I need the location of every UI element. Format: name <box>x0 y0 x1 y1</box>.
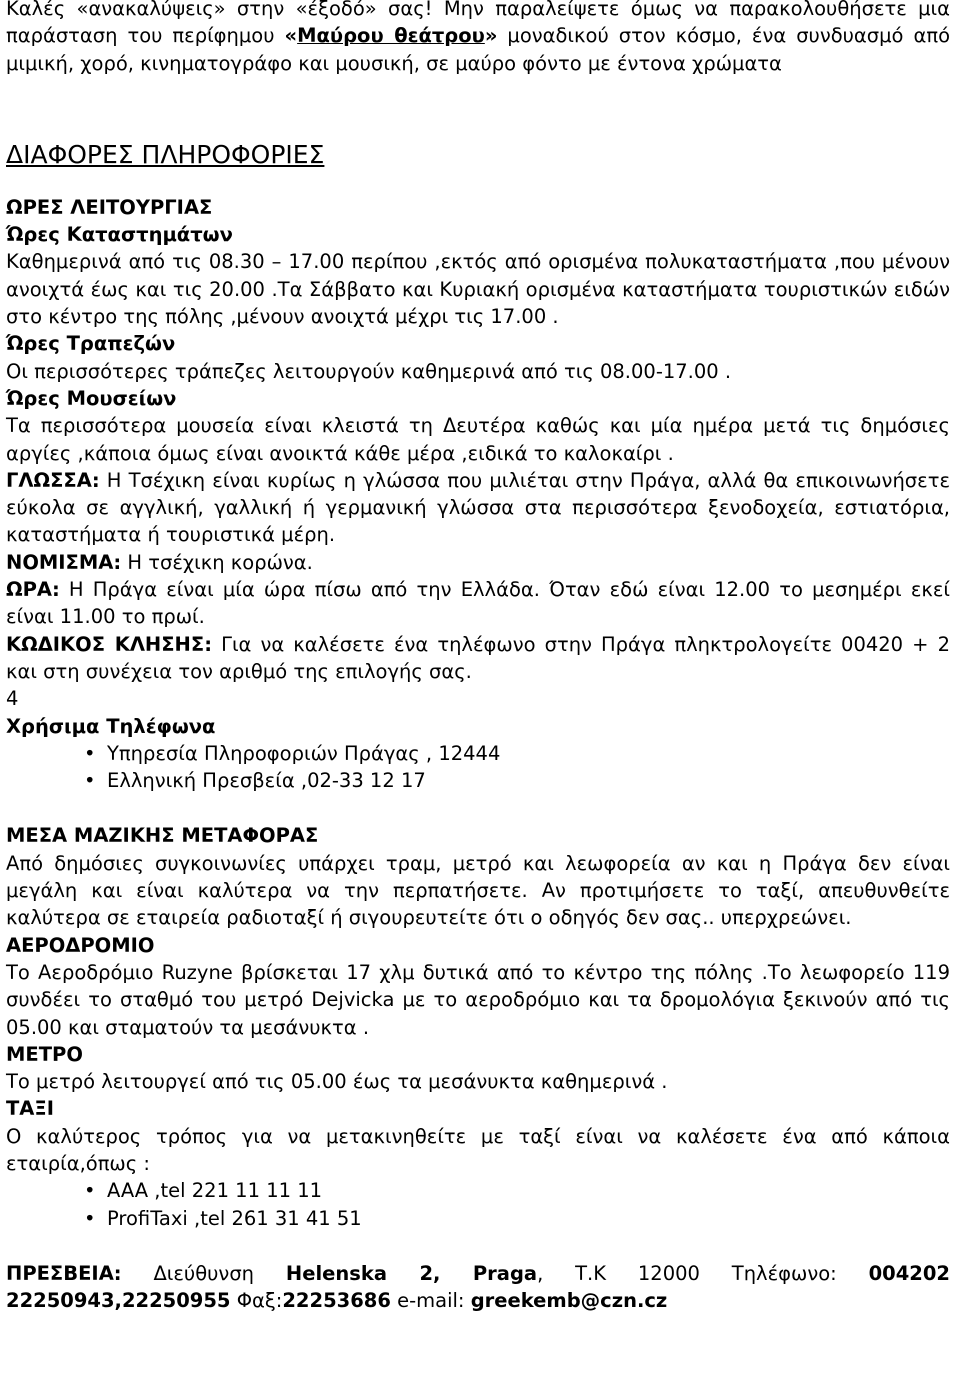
phones-list <box>6 740 950 795</box>
bullet-icon: • <box>84 1179 96 1203</box>
embassy-phone-1: 004202 <box>868 1261 951 1285</box>
museum-hours-text: Τα περισσότερα μουσεία είναι κλειστά τη Δευτέρα καθώς και μία ημέρα μετά τις δημόσιες αργίες ,κάποια όμως είναι ανοικτά κάθε μέρα ,ειδικά το καλοκαίρι . <box>6 414 950 465</box>
intro-text-end: μοναδικού στον κόσμο, ένα συνδυασμό από μιμική, χορό, κινηματογράφο και μουσική, σε μαύρο φόντο με έντονα χρώματα <box>6 24 950 75</box>
shops-hours-text: Καθημερινά από τις 08.30 – 17.00 περίπου ,εκτός από ορισμένα πολυκαταστήματα ,που μένουν ανοιχτά έως και τις 20.00 .Τα Σάββατο και Κυριακή ορισμένα καταστήματα τουριστικών ειδών στο κέντρο της πόλης ,μένουν ανοιχτά μέχρι τις 17.00 . <box>6 250 950 329</box>
embassy-label: ΠΡΕΣΒΕΙΑ: <box>6 1261 122 1285</box>
time-label: ΩΡΑ: <box>6 578 60 602</box>
black-theatre-link: Μαύρου θεάτρου <box>297 24 485 48</box>
transport-heading: ΜΕΣΑ ΜΑΖΙΚΗΣ ΜΕΤΑΦΟΡΑΣ <box>6 824 319 848</box>
metro-heading: ΜΕΤΡΟ <box>6 1042 83 1066</box>
transport-text: Από δημόσιες συγκοινωνίες υπάρχει τραμ, μετρό και λεωφορεία αν και η Πράγα δεν είναι μεγάλη και είναι καλύτερα να την περπατήσετε. Αν προτιμήσετε το ταξί, απευθυνθείτε καλύτερα σε εταιρεία ραδιοταξί ή σιγουρευτείτε ότι ο οδηγός δεν σας.. υπερχρεώνει. <box>6 851 950 930</box>
language-label: ΓΛΩΣΣΑ: <box>6 468 100 492</box>
bank-hours-heading: Ώρες Τραπεζών <box>6 332 176 356</box>
bullet-icon: • <box>84 1206 96 1230</box>
quote-open: « <box>284 24 298 48</box>
bullet-icon: • <box>84 769 96 793</box>
currency-text: Η τσέχικη κορώνα. <box>121 550 313 574</box>
embassy-fax: 22253686 <box>282 1289 391 1313</box>
embassy-phone-2: 22250943,22250955 <box>6 1289 231 1313</box>
metro-text: Το μετρό λειτουργεί από τις 05.00 έως τα μεσάνυκτα καθημερινά . <box>6 1070 668 1094</box>
quote-close: » <box>484 24 498 48</box>
taxi-item-text: ProfiTaxi ,tel 261 31 41 51 <box>107 1206 362 1230</box>
embassy-email-label: e-mail: <box>390 1289 471 1313</box>
taxi-list <box>6 1177 950 1232</box>
dial-code-paragraph <box>6 631 950 686</box>
intro-paragraph <box>6 0 950 77</box>
bullet-icon: • <box>84 741 96 765</box>
embassy-address-prefix: Διεύθυνση <box>121 1261 286 1285</box>
list-item <box>84 740 950 767</box>
embassy-street: Helenska 2, Praga <box>285 1261 538 1285</box>
language-paragraph <box>6 467 950 549</box>
taxi-heading: ΤΑΞΙ <box>6 1097 54 1121</box>
language-text: Η Τσέχικη είναι κυρίως η γλώσσα που μιλιέται στην Πράγα, αλλά θα επικοινωνήσετε εύκολα σε αγγλική, γαλλική ή γερμανική γλώσσα στα περισσότερα ξενοδοχεία, εστιατόρια, καταστήματα ή τουριστικά μέρη. <box>6 468 950 547</box>
hours-heading: ΩΡΕΣ ΛΕΙΤΟΥΡΓΙΑΣ <box>6 195 213 219</box>
embassy-postal: , Τ.Κ 12000 Τηλέφωνο: <box>537 1261 869 1285</box>
list-item <box>84 767 950 794</box>
airport-heading: ΑΕΡΟΔΡΟΜΙΟ <box>6 933 155 957</box>
dial-code-text: Για να καλέσετε ένα τηλέφωνο στην Πράγα πληκτρολογείτε 00420 + 2 και στη συνέχεια τον αριθμό της επιλογής σας. <box>6 632 950 683</box>
time-paragraph <box>6 576 950 631</box>
embassy-fax-label: Φαξ: <box>230 1289 283 1313</box>
list-item <box>84 1177 950 1204</box>
currency-paragraph <box>6 549 950 576</box>
list-item <box>84 1205 950 1232</box>
embassy-paragraph <box>6 1260 950 1315</box>
phone-item-text: Υπηρεσία Πληροφοριών Πράγας , 12444 <box>107 741 501 765</box>
museum-hours-heading: Ώρες Μουσείων <box>6 386 177 410</box>
shops-hours-heading: Ώρες Καταστημάτων <box>6 223 233 247</box>
document-page <box>6 0 950 1314</box>
phone-item-text: Ελληνική Πρεσβεία ,02-33 12 17 <box>107 769 426 793</box>
dial-code-label: ΚΩΔΙΚΟΣ ΚΛΗΣΗΣ: <box>6 632 212 656</box>
phones-heading: Χρήσιμα Τηλέφωνα <box>6 714 216 738</box>
info-heading: ΔΙΑΦΟΡΕΣ ΠΛΗΡΟΦΟΡΙΕΣ <box>6 139 325 169</box>
time-text: Η Πράγα είναι μία ώρα πίσω από την Ελλάδα. Όταν εδώ είναι 12.00 το μεσημέρι εκεί είναι 11.00 το πρωί. <box>6 578 950 629</box>
currency-label: ΝΟΜΙΣΜΑ: <box>6 550 122 574</box>
bank-hours-text: Οι περισσότερες τράπεζες λειτουργούν καθημερινά από τις 08.00-17.00 . <box>6 359 732 383</box>
embassy-email: greekemb@czn.cz <box>470 1289 668 1313</box>
taxi-item-text: AAA ,tel 221 11 11 11 <box>107 1179 323 1203</box>
airport-text: Το Αεροδρόμιο Ruzyne βρίσκεται 17 χλμ δυτικά από το κέντρο της πόλης .Το λεωφορείο 119 συνδέει το σταθμό του μετρό Dejvicka με το αεροδρόμιο και τα δρομολόγια ξεκινούν από τις 05.00 και σταματούν τα μεσάνυκτα . <box>6 960 950 1039</box>
intro-text-start: Καλές «ανακαλύψεις» στην «έξοδό» σας! Μην παραλείψετε όμως να παρακολουθήσετε μια παράσταση του περίφημου <box>6 0 950 48</box>
taxi-text: Ο καλύτερος τρόπος για να μετακινηθείτε με ταξί είναι να καλέσετε ένα από κάποια εταιρία,όπως : <box>6 1124 950 1175</box>
page-number: 4 <box>6 687 19 711</box>
